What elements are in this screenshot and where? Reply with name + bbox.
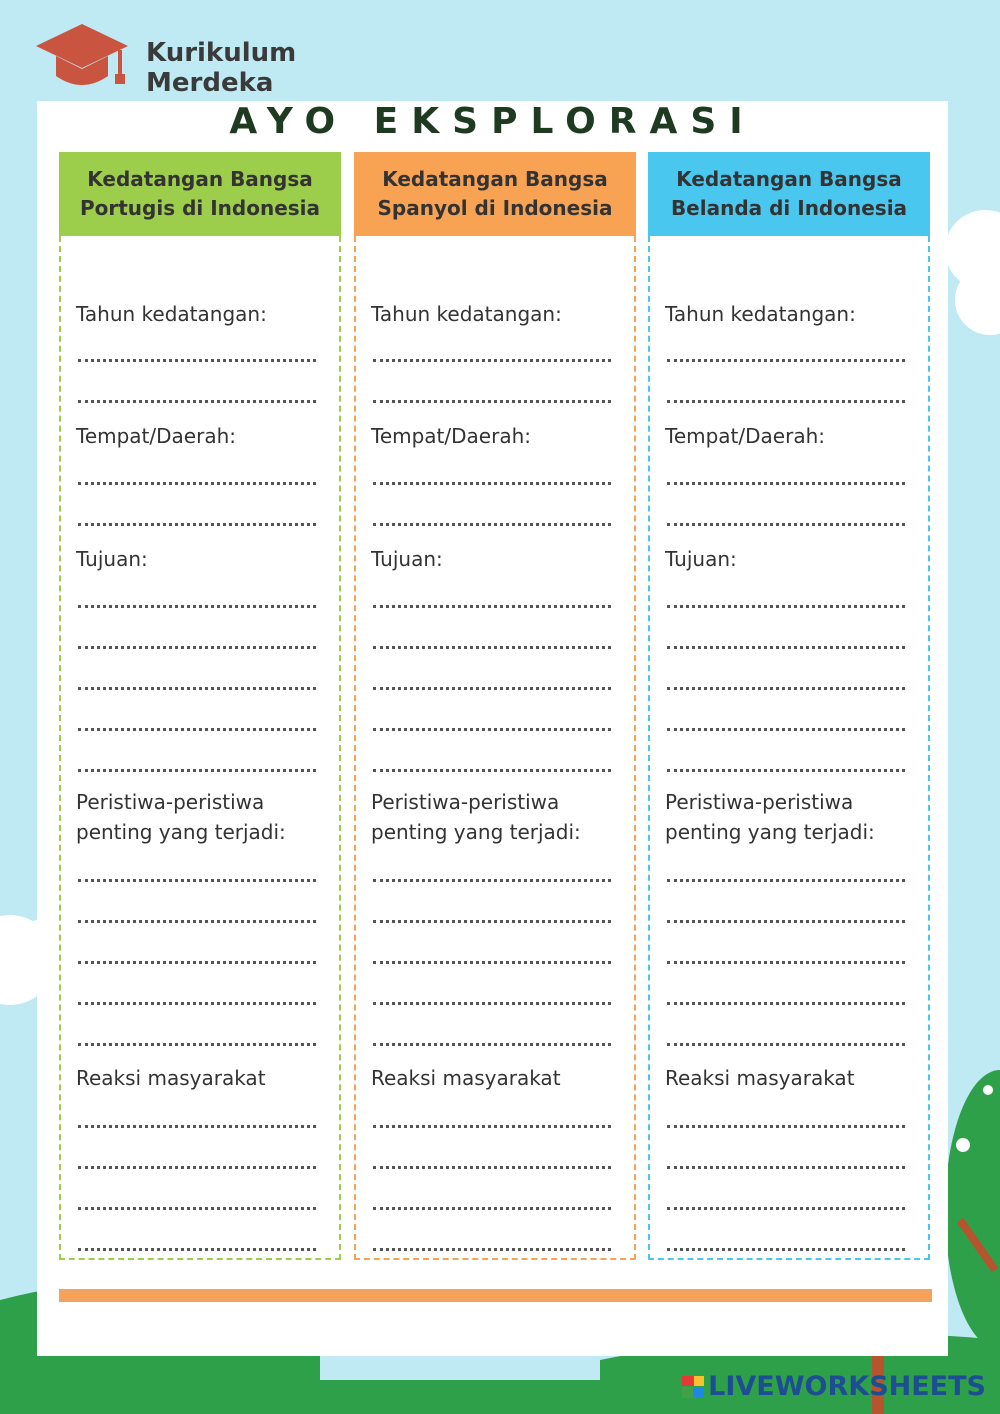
field-label-tempat: Tempat/Daerah: [76,424,236,448]
logo-line-1: Kurikulum [146,38,297,68]
answer-line-reaksi[interactable] [78,1207,316,1210]
answer-line-tujuan[interactable] [373,687,611,690]
answer-line-tahun[interactable] [373,359,611,362]
answer-line-peristiwa[interactable] [667,1002,905,1005]
answer-line-reaksi[interactable] [373,1166,611,1169]
answer-line-reaksi[interactable] [373,1125,611,1128]
column-body [59,236,341,1260]
field-label-tahun: Tahun kedatangan: [665,302,856,326]
logo-line-2: Merdeka [146,68,274,98]
answer-line-tujuan[interactable] [373,646,611,649]
answer-line-peristiwa[interactable] [667,879,905,882]
answer-line-tempat[interactable] [373,523,611,526]
field-label-tujuan: Tujuan: [371,547,443,571]
answer-line-reaksi[interactable] [373,1207,611,1210]
field-label-tempat: Tempat/Daerah: [665,424,825,448]
logo-text [146,38,296,98]
answer-line-tahun[interactable] [78,400,316,403]
answer-line-peristiwa[interactable] [667,961,905,964]
answer-line-tujuan[interactable] [78,769,316,772]
answer-line-tempat[interactable] [373,482,611,485]
answer-line-peristiwa[interactable] [667,920,905,923]
page-title: AYO EKSPLORASI [229,101,756,142]
answer-line-peristiwa[interactable] [373,879,611,882]
answer-line-reaksi[interactable] [667,1207,905,1210]
answer-line-tujuan[interactable] [373,769,611,772]
answer-line-reaksi[interactable] [667,1166,905,1169]
answer-line-tujuan[interactable] [373,728,611,731]
field-label-reaksi: Reaksi masyarakat [76,1066,266,1090]
field-label-tahun: Tahun kedatangan: [371,302,562,326]
tree-dot [956,1138,970,1152]
answer-line-reaksi[interactable] [78,1248,316,1251]
answer-line-peristiwa[interactable] [78,1002,316,1005]
liveworksheets-icon [682,1376,704,1398]
answer-line-tahun[interactable] [78,359,316,362]
answer-line-tempat[interactable] [667,523,905,526]
field-label-tujuan: Tujuan: [76,547,148,571]
answer-line-peristiwa[interactable] [373,961,611,964]
worksheet-paper [37,101,948,1356]
answer-line-peristiwa[interactable] [78,1043,316,1046]
column-body [354,236,636,1260]
answer-line-tujuan[interactable] [667,646,905,649]
brand-label: LIVEWORKSHEETS [708,1371,986,1402]
field-label-tujuan: Tujuan: [665,547,737,571]
answer-line-reaksi[interactable] [78,1125,316,1128]
column-body [648,236,930,1260]
answer-line-reaksi[interactable] [667,1125,905,1128]
answer-line-tujuan[interactable] [667,728,905,731]
answer-line-tujuan[interactable] [78,687,316,690]
column-heading: Kedatangan Bangsa Portugis di Indonesia [59,152,341,236]
answer-line-tujuan[interactable] [78,605,316,608]
answer-line-tempat[interactable] [667,482,905,485]
field-label-reaksi: Reaksi masyarakat [665,1066,855,1090]
column-heading: Kedatangan Bangsa Spanyol di Indonesia [354,152,636,236]
answer-line-peristiwa[interactable] [373,1043,611,1046]
field-label-peristiwa: Peristiwa-peristiwa penting yang terjadi: [76,790,286,844]
column-heading: Kedatangan Bangsa Belanda di Indonesia [648,152,930,236]
graduation-cap-icon [34,20,130,92]
field-label-reaksi: Reaksi masyarakat [371,1066,561,1090]
field-label-peristiwa: Peristiwa-peristiwa penting yang terjadi: [371,790,581,844]
kurikulum-merdeka-logo [34,20,354,100]
field-label-peristiwa: Peristiwa-peristiwa penting yang terjadi: [665,790,875,844]
accent-bar [59,1289,932,1302]
answer-line-reaksi[interactable] [373,1248,611,1251]
answer-line-tujuan[interactable] [78,728,316,731]
field-label-tahun: Tahun kedatangan: [76,302,267,326]
worksheet-column [354,152,636,1260]
answer-line-tempat[interactable] [78,523,316,526]
answer-line-tahun[interactable] [667,359,905,362]
answer-line-reaksi[interactable] [78,1166,316,1169]
answer-line-peristiwa[interactable] [373,920,611,923]
answer-line-peristiwa[interactable] [667,1043,905,1046]
tree-foliage [945,1070,1000,1350]
answer-line-tahun[interactable] [667,400,905,403]
tree-dot-2 [983,1085,993,1095]
answer-line-peristiwa[interactable] [78,961,316,964]
answer-line-peristiwa[interactable] [373,1002,611,1005]
field-label-tempat: Tempat/Daerah: [371,424,531,448]
answer-line-tujuan[interactable] [373,605,611,608]
answer-line-tujuan[interactable] [667,687,905,690]
liveworksheets-brand [682,1371,986,1402]
answer-line-tujuan[interactable] [667,605,905,608]
worksheet-column [59,152,341,1260]
answer-line-reaksi[interactable] [667,1248,905,1251]
answer-line-tempat[interactable] [78,482,316,485]
answer-line-tujuan[interactable] [667,769,905,772]
worksheet-column [648,152,930,1260]
answer-line-peristiwa[interactable] [78,879,316,882]
answer-line-tujuan[interactable] [78,646,316,649]
answer-line-peristiwa[interactable] [78,920,316,923]
answer-line-tahun[interactable] [373,400,611,403]
